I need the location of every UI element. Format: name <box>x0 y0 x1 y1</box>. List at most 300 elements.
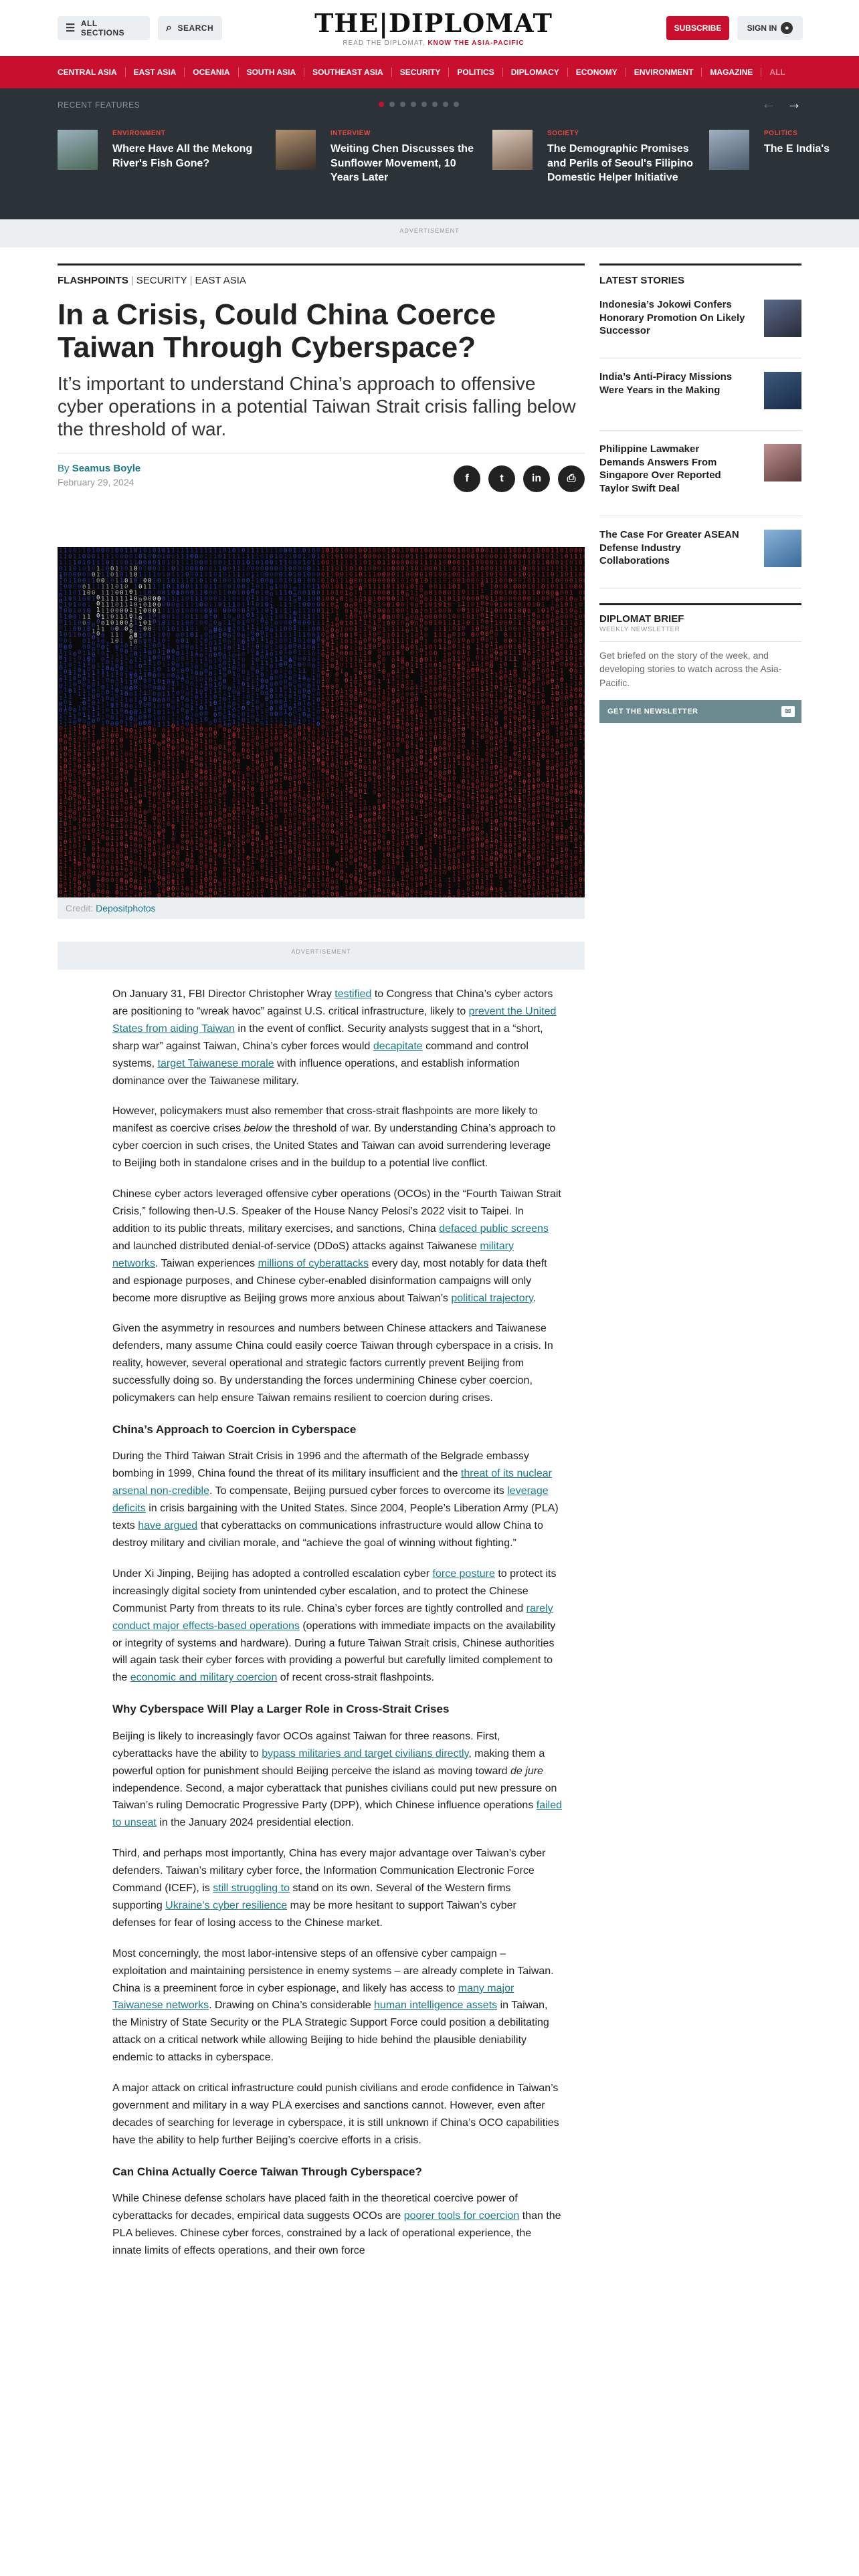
svg-text:0: 0 <box>387 621 390 627</box>
latest-story[interactable] <box>599 519 801 588</box>
inline-link[interactable]: many major Taiwanese networks <box>112 1983 514 2012</box>
nav-item-environment[interactable]: ENVIRONMENT <box>626 68 702 77</box>
inline-link[interactable]: poorer tools for coercion <box>404 2210 520 2222</box>
svg-text:0: 0 <box>96 790 100 796</box>
svg-text:0: 0 <box>110 745 114 752</box>
svg-text:1: 1 <box>274 609 278 615</box>
svg-text:1: 1 <box>237 716 240 722</box>
svg-text:0: 0 <box>359 670 362 677</box>
nav-item-east-asia[interactable]: EAST ASIA <box>126 68 185 77</box>
svg-text:1: 1 <box>237 548 240 554</box>
svg-text:0: 0 <box>279 650 282 657</box>
svg-text:0: 0 <box>134 685 137 691</box>
svg-text:1: 1 <box>157 845 161 851</box>
svg-text:0: 0 <box>237 626 240 633</box>
svg-text:1: 1 <box>213 806 217 813</box>
svg-text:1: 1 <box>223 626 226 633</box>
svg-text:0: 0 <box>199 825 203 831</box>
search-button[interactable] <box>158 16 222 40</box>
svg-text:1: 1 <box>359 722 362 729</box>
svg-text:0: 0 <box>279 873 282 880</box>
inline-link[interactable]: defaced public screens <box>439 1223 549 1235</box>
inline-link[interactable]: target Taiwanese morale <box>158 1058 274 1069</box>
svg-text:1: 1 <box>326 889 329 896</box>
print-icon[interactable]: ⎙ <box>558 465 585 492</box>
svg-text:1: 1 <box>373 778 376 784</box>
carousel-prev-icon[interactable]: ← <box>761 95 776 112</box>
svg-text:0: 0 <box>199 861 203 867</box>
svg-text:1: 1 <box>401 720 404 726</box>
svg-text:1: 1 <box>59 795 62 802</box>
svg-text:1: 1 <box>368 722 371 729</box>
svg-text:0: 0 <box>382 817 385 823</box>
svg-text:0: 0 <box>185 892 189 897</box>
svg-text:0: 0 <box>298 620 301 627</box>
inline-link[interactable]: leverage deficits <box>112 1485 549 1514</box>
svg-text:0: 0 <box>312 645 315 652</box>
inline-link[interactable]: threat of its nuclear arsenal non-credible <box>112 1468 552 1497</box>
svg-text:1: 1 <box>330 548 334 554</box>
svg-text:0: 0 <box>302 687 306 694</box>
svg-text:1: 1 <box>349 783 353 790</box>
nav-item-security[interactable]: SECURITY <box>392 68 450 77</box>
nav-item-south-asia[interactable]: SOUTH ASIA <box>239 68 305 77</box>
svg-text:1: 1 <box>157 748 161 754</box>
svg-text:1: 1 <box>232 869 235 876</box>
svg-text:0: 0 <box>387 672 390 679</box>
svg-text:0: 0 <box>153 840 156 847</box>
svg-text:1: 1 <box>443 816 446 823</box>
svg-text:1: 1 <box>87 708 90 715</box>
svg-text:0: 0 <box>246 891 250 897</box>
svg-text:0: 0 <box>181 668 184 675</box>
svg-text:1: 1 <box>157 869 161 875</box>
svg-text:1: 1 <box>87 893 90 897</box>
svg-text:1: 1 <box>288 614 292 621</box>
svg-text:0: 0 <box>176 886 179 893</box>
svg-text:0: 0 <box>73 877 76 883</box>
svg-text:0: 0 <box>204 727 207 734</box>
svg-text:0: 0 <box>363 584 367 591</box>
svg-text:0: 0 <box>106 566 109 572</box>
svg-text:0: 0 <box>92 554 95 560</box>
svg-text:0: 0 <box>138 831 142 838</box>
svg-text:0: 0 <box>288 626 292 633</box>
twitter-icon[interactable]: t <box>488 465 515 492</box>
site-logo[interactable] <box>313 8 554 47</box>
carousel-dot[interactable] <box>389 102 395 107</box>
nav-item-politics[interactable]: POLITICS <box>449 68 502 77</box>
svg-text:1: 1 <box>382 726 385 732</box>
svg-text:1: 1 <box>293 757 296 764</box>
svg-text:0: 0 <box>434 554 437 560</box>
svg-text:0: 0 <box>354 702 357 709</box>
svg-text:0: 0 <box>153 643 156 649</box>
nav-item-all[interactable]: ALL <box>761 68 793 77</box>
svg-text:0: 0 <box>96 832 100 839</box>
svg-text:0: 0 <box>92 658 95 665</box>
sign-in-button[interactable] <box>737 16 803 40</box>
svg-text:1: 1 <box>359 820 362 827</box>
svg-text:0: 0 <box>443 852 446 859</box>
svg-text:1: 1 <box>415 882 418 889</box>
svg-text:0: 0 <box>270 797 273 804</box>
svg-text:0: 0 <box>284 893 287 897</box>
svg-text:0: 0 <box>326 720 329 727</box>
svg-text:1: 1 <box>167 637 170 643</box>
inline-link[interactable]: have argued <box>138 1520 197 1531</box>
inline-link[interactable]: political trajectory <box>451 1293 533 1304</box>
divider <box>599 263 801 265</box>
svg-text:0: 0 <box>288 736 292 742</box>
svg-text:1: 1 <box>448 757 451 764</box>
svg-text:0: 0 <box>429 758 432 765</box>
svg-text:1: 1 <box>171 873 175 879</box>
svg-text:0: 0 <box>190 746 193 753</box>
credit-link[interactable]: Depositphotos <box>96 903 156 914</box>
svg-text:0: 0 <box>349 795 353 802</box>
svg-text:0: 0 <box>129 589 132 596</box>
svg-text:0: 0 <box>73 810 76 817</box>
svg-text:1: 1 <box>96 566 100 572</box>
svg-text:1: 1 <box>251 702 254 709</box>
svg-text:1: 1 <box>251 762 254 769</box>
svg-text:1: 1 <box>223 650 226 657</box>
svg-text:0: 0 <box>190 841 193 847</box>
svg-text:0: 0 <box>452 697 456 704</box>
svg-text:0: 0 <box>181 833 184 840</box>
svg-text:1: 1 <box>106 683 109 690</box>
svg-text:1: 1 <box>284 814 287 821</box>
feature-card[interactable] <box>276 130 476 203</box>
svg-text:0: 0 <box>279 614 282 621</box>
svg-text:1: 1 <box>419 817 423 824</box>
svg-text:1: 1 <box>419 578 423 584</box>
svg-text:0: 0 <box>218 811 221 817</box>
get-newsletter-button[interactable] <box>599 700 801 723</box>
svg-text:1: 1 <box>330 584 334 591</box>
carousel-dot[interactable] <box>454 102 459 107</box>
svg-text:0: 0 <box>199 781 203 788</box>
linkedin-icon[interactable]: in <box>523 465 550 492</box>
svg-text:0: 0 <box>316 626 320 633</box>
carousel-dot[interactable] <box>443 102 448 107</box>
svg-text:1: 1 <box>195 706 198 713</box>
svg-text:0: 0 <box>96 888 100 895</box>
svg-text:1: 1 <box>293 667 296 673</box>
svg-text:1: 1 <box>148 656 151 663</box>
svg-text:1: 1 <box>410 785 413 792</box>
svg-text:1: 1 <box>242 823 245 829</box>
svg-text:1: 1 <box>181 803 184 810</box>
svg-text:1: 1 <box>251 642 254 649</box>
svg-text:0: 0 <box>176 615 179 621</box>
svg-text:1: 1 <box>129 673 132 680</box>
svg-text:1: 1 <box>391 754 395 761</box>
svg-text:1: 1 <box>218 639 221 646</box>
svg-text:0: 0 <box>106 848 109 855</box>
all-sections-button[interactable] <box>58 16 150 40</box>
svg-text:1: 1 <box>190 764 193 771</box>
svg-text:1: 1 <box>106 614 109 621</box>
svg-text:0: 0 <box>368 865 371 872</box>
svg-text:0: 0 <box>260 690 264 697</box>
svg-text:0: 0 <box>368 841 371 848</box>
inline-link[interactable]: still struggling to <box>213 1883 290 1894</box>
advertisement-banner[interactable]: ADVERTISEMENT <box>0 219 859 247</box>
svg-text:0: 0 <box>293 811 296 818</box>
svg-text:1: 1 <box>153 876 156 883</box>
svg-text:0: 0 <box>171 886 175 893</box>
carousel-dot[interactable] <box>432 102 438 107</box>
svg-text:1: 1 <box>68 566 72 572</box>
svg-text:0: 0 <box>96 740 100 746</box>
svg-text:1: 1 <box>302 881 306 888</box>
svg-text:0: 0 <box>387 736 390 742</box>
svg-text:0: 0 <box>204 716 207 723</box>
svg-text:0: 0 <box>345 708 348 715</box>
crumb-flashpoints[interactable]: FLASHPOINTS <box>58 275 128 286</box>
svg-text:1: 1 <box>307 554 310 560</box>
svg-text:1: 1 <box>434 656 437 663</box>
inline-link[interactable]: economic and military coercion <box>130 1672 278 1683</box>
svg-text:1: 1 <box>321 614 324 621</box>
svg-text:0: 0 <box>410 650 413 657</box>
svg-text:0: 0 <box>382 871 385 877</box>
svg-text:0: 0 <box>265 596 268 603</box>
svg-text:1: 1 <box>373 724 376 730</box>
svg-text:0: 0 <box>246 560 250 566</box>
svg-text:0: 0 <box>232 782 235 788</box>
nav-item-southeast-asia[interactable]: SOUTHEAST ASIA <box>304 68 392 77</box>
svg-text:1: 1 <box>242 849 245 855</box>
svg-text:1: 1 <box>359 728 362 735</box>
svg-text:0: 0 <box>260 763 264 770</box>
svg-text:0: 0 <box>293 586 296 593</box>
svg-text:1: 1 <box>438 829 442 835</box>
svg-text:0: 0 <box>419 618 423 625</box>
svg-text:1: 1 <box>213 770 217 776</box>
svg-text:0: 0 <box>195 737 198 744</box>
svg-text:0: 0 <box>82 584 86 591</box>
svg-text:1: 1 <box>279 608 282 615</box>
article-body <box>112 986 562 2273</box>
article-header <box>58 263 585 495</box>
svg-text:1: 1 <box>401 756 404 762</box>
svg-text:1: 1 <box>284 875 287 881</box>
svg-text:1: 1 <box>345 815 348 822</box>
nav-item-diplomacy[interactable]: DIPLOMACY <box>503 68 568 77</box>
inline-link[interactable]: Ukraine’s cyber resilience <box>165 1900 287 1911</box>
svg-text:0: 0 <box>270 591 273 598</box>
svg-text:1: 1 <box>405 710 409 717</box>
svg-text:1: 1 <box>382 732 385 738</box>
svg-text:0: 0 <box>401 695 404 702</box>
svg-text:0: 0 <box>265 590 268 597</box>
svg-text:1: 1 <box>195 797 198 804</box>
svg-text:1: 1 <box>138 781 142 788</box>
svg-text:1: 1 <box>443 638 446 645</box>
inline-link[interactable]: bypass militaries and target civilians directly <box>262 1748 468 1759</box>
svg-text:0: 0 <box>92 864 95 871</box>
svg-text:1: 1 <box>199 873 203 879</box>
svg-text:1: 1 <box>92 774 95 780</box>
inline-link[interactable]: force posture <box>433 1568 495 1580</box>
carousel-dot[interactable] <box>379 102 384 107</box>
svg-text:1: 1 <box>181 560 184 566</box>
inline-link[interactable]: prevent the United States from aiding Taiwan <box>112 1006 556 1035</box>
svg-text:0: 0 <box>359 758 362 765</box>
svg-text:0: 0 <box>209 893 212 897</box>
svg-text:1: 1 <box>213 764 217 770</box>
svg-text:0: 0 <box>401 822 404 829</box>
svg-text:0: 0 <box>359 704 362 711</box>
carousel-dot[interactable] <box>400 102 405 107</box>
svg-text:1: 1 <box>387 826 390 833</box>
svg-text:0: 0 <box>345 603 348 609</box>
svg-text:1: 1 <box>438 865 442 871</box>
svg-text:0: 0 <box>204 775 207 782</box>
svg-text:1: 1 <box>73 750 76 756</box>
svg-text:0: 0 <box>129 704 132 710</box>
inline-link[interactable]: millions of cyberattacks <box>258 1258 369 1269</box>
advertisement-banner[interactable]: ADVERTISEMENT <box>58 942 585 970</box>
svg-text:0: 0 <box>396 736 399 743</box>
svg-text:0: 0 <box>359 578 362 584</box>
svg-text:1: 1 <box>316 655 320 661</box>
svg-text:1: 1 <box>213 640 217 647</box>
search-label: SEARCH <box>177 23 213 33</box>
feature-card[interactable] <box>709 130 859 203</box>
svg-text:0: 0 <box>101 883 104 890</box>
svg-text:0: 0 <box>391 748 395 755</box>
nav-item-economy[interactable]: ECONOMY <box>568 68 626 77</box>
svg-text:1: 1 <box>340 766 343 773</box>
carousel-dot[interactable] <box>411 102 416 107</box>
svg-text:0: 0 <box>405 722 409 729</box>
svg-text:1: 1 <box>73 688 76 695</box>
svg-text:0: 0 <box>143 864 147 871</box>
nav-item-central-asia[interactable]: CENTRAL ASIA <box>58 68 126 77</box>
svg-text:1: 1 <box>279 849 282 856</box>
facebook-icon[interactable]: f <box>454 465 480 492</box>
svg-text:1: 1 <box>115 614 118 621</box>
svg-text:0: 0 <box>148 638 151 645</box>
svg-text:0: 0 <box>115 602 118 609</box>
svg-text:0: 0 <box>382 847 385 853</box>
svg-text:0: 0 <box>82 572 86 578</box>
svg-text:1: 1 <box>148 584 151 591</box>
svg-text:1: 1 <box>377 708 381 715</box>
inline-link[interactable]: human intelligence assets <box>374 2000 497 2011</box>
author-link[interactable]: Seamus Boyle <box>72 463 141 474</box>
latest-story[interactable] <box>599 361 801 431</box>
svg-text:1: 1 <box>171 620 175 627</box>
svg-text:0: 0 <box>129 883 132 890</box>
svg-text:0: 0 <box>78 572 81 578</box>
svg-text:0: 0 <box>316 807 320 814</box>
svg-text:0: 0 <box>419 712 423 719</box>
inline-link[interactable]: decapitate <box>373 1041 423 1052</box>
feature-card[interactable] <box>492 130 693 203</box>
latest-story[interactable] <box>599 289 801 358</box>
svg-text:1: 1 <box>354 780 357 787</box>
svg-text:0: 0 <box>326 805 329 812</box>
svg-text:0: 0 <box>359 746 362 753</box>
inline-link[interactable]: testified <box>335 988 371 1000</box>
svg-text:0: 0 <box>157 691 161 698</box>
svg-text:0: 0 <box>448 793 451 800</box>
feature-card[interactable] <box>58 130 258 203</box>
subscribe-button[interactable]: SUBSCRIBE <box>666 16 729 40</box>
svg-text:1: 1 <box>227 627 231 634</box>
carousel-dot[interactable] <box>421 102 427 107</box>
svg-text:0: 0 <box>391 596 395 603</box>
svg-text:0: 0 <box>199 671 203 677</box>
svg-text:0: 0 <box>312 889 315 895</box>
svg-text:1: 1 <box>204 823 207 830</box>
feature-thumbnail <box>276 130 316 170</box>
crumb-east-asia[interactable]: EAST ASIA <box>195 275 246 286</box>
svg-text:0: 0 <box>330 867 334 874</box>
latest-story[interactable] <box>599 433 801 516</box>
svg-text:1: 1 <box>284 863 287 869</box>
svg-text:0: 0 <box>307 644 310 651</box>
svg-text:1: 1 <box>349 765 353 772</box>
svg-text:1: 1 <box>134 560 137 566</box>
svg-text:0: 0 <box>326 596 329 603</box>
svg-text:1: 1 <box>265 871 268 878</box>
svg-text:1: 1 <box>340 791 343 798</box>
svg-text:1: 1 <box>354 625 357 632</box>
svg-text:0: 0 <box>209 677 212 683</box>
svg-text:1: 1 <box>377 809 381 816</box>
svg-text:0: 0 <box>349 837 353 843</box>
svg-text:0: 0 <box>213 788 217 794</box>
svg-text:0: 0 <box>185 703 189 710</box>
svg-text:0: 0 <box>396 608 399 615</box>
svg-text:1: 1 <box>265 883 268 890</box>
svg-text:1: 1 <box>387 554 390 560</box>
svg-text:0: 0 <box>209 566 212 572</box>
svg-text:1: 1 <box>405 586 409 593</box>
svg-text:1: 1 <box>401 762 404 768</box>
inline-link[interactable]: military networks <box>112 1241 514 1269</box>
svg-text:1: 1 <box>274 657 278 663</box>
svg-text:1: 1 <box>68 844 72 851</box>
crumb-security[interactable]: SECURITY <box>136 275 187 286</box>
svg-text:1: 1 <box>401 774 404 780</box>
svg-text:1: 1 <box>167 608 170 615</box>
inline-link[interactable]: failed to unseat <box>112 1800 562 1828</box>
svg-text:0: 0 <box>316 709 320 716</box>
nav-item-magazine[interactable]: MAGAZINE <box>702 68 761 77</box>
svg-text:1: 1 <box>382 720 385 726</box>
svg-text:0: 0 <box>274 621 278 627</box>
svg-text:1: 1 <box>270 621 273 628</box>
svg-text:0: 0 <box>251 720 254 727</box>
svg-text:1: 1 <box>124 602 128 609</box>
svg-text:1: 1 <box>195 877 198 884</box>
svg-text:1: 1 <box>78 867 81 874</box>
svg-text:0: 0 <box>209 596 212 603</box>
svg-text:0: 0 <box>143 714 147 721</box>
svg-text:1: 1 <box>410 749 413 756</box>
carousel-next-icon[interactable]: → <box>787 95 801 112</box>
inline-link[interactable]: rarely conduct major effects-based operations <box>112 1603 553 1632</box>
svg-text:1: 1 <box>134 819 137 825</box>
nav-item-oceania[interactable]: OCEANIA <box>185 68 238 77</box>
